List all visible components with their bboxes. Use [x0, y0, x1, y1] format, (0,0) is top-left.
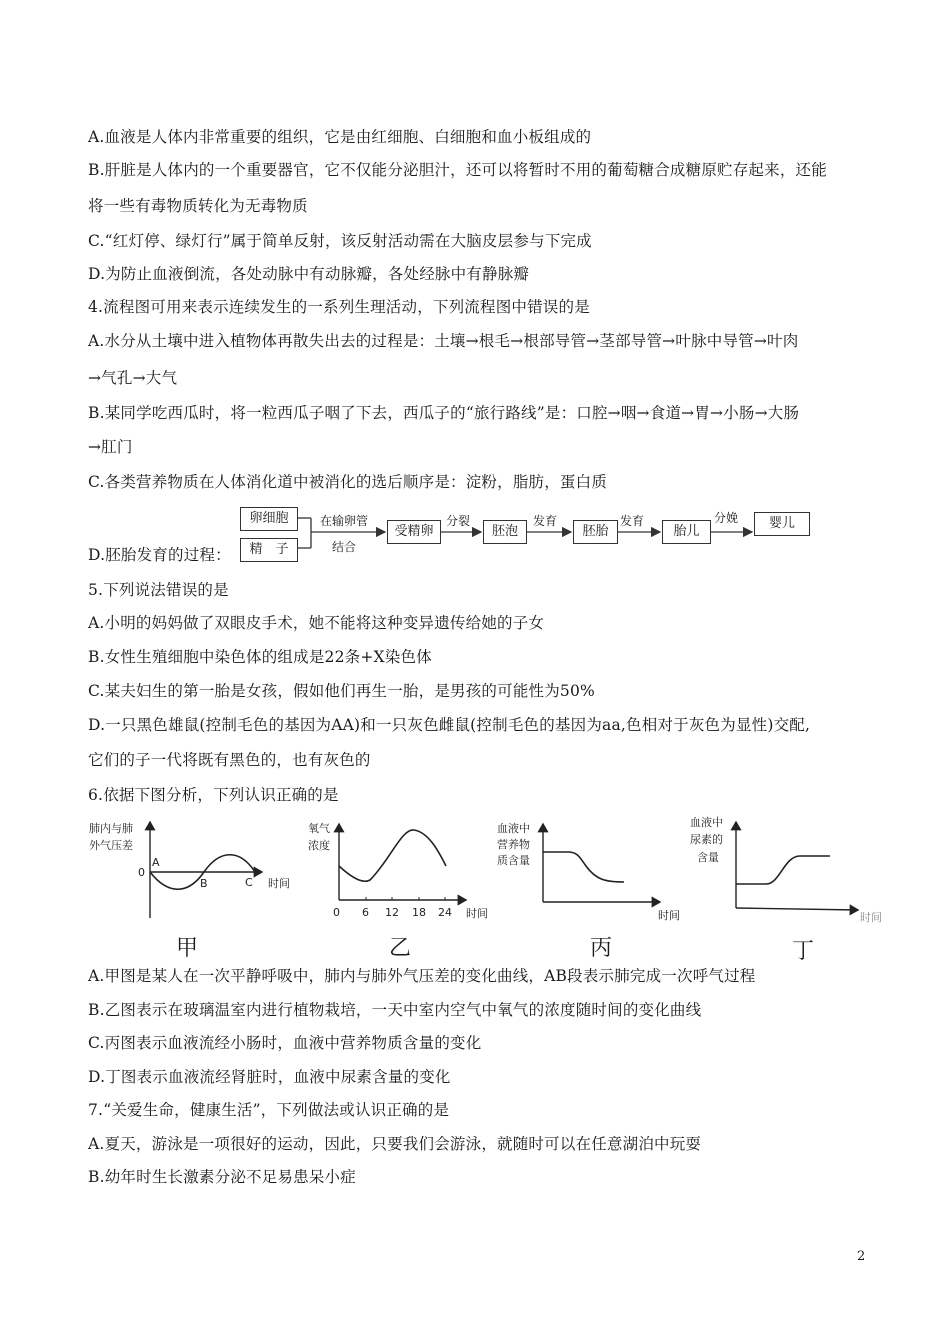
option-3c: C.“红灯停、绿灯行”属于简单反射，该反射活动需在大脑皮层参与下完成 — [88, 232, 592, 250]
option-6a: A.甲图是某人在一次平静呼吸中，肺内与肺外气压差的变化曲线，AB段表示肺完成一次呼气过程 — [88, 967, 756, 985]
option-5d-cont: 它们的子一代将既有黑色的，也有灰色的 — [88, 751, 371, 769]
flow-label-birth: 分娩 — [714, 511, 739, 525]
option-6c: C.丙图表示血液流经小肠时，血液中营养物质含量的变化 — [88, 1034, 482, 1052]
bing-ylabel-3: 质含量 — [497, 854, 530, 867]
graph-bing — [497, 821, 680, 922]
jia-point-c: C — [245, 876, 253, 889]
option-4d: D.胚胎发育的过程： — [88, 546, 231, 564]
flow-box-egg: 卵细胞 — [240, 507, 298, 531]
flow-label-divide: 分裂 — [446, 514, 471, 528]
ding-ylabel-3: 含量 — [697, 851, 719, 864]
yi-ylabel-1: 氧气 — [308, 822, 330, 835]
graph-jia — [89, 821, 290, 918]
yi-tick-label-24: 24 — [438, 906, 452, 919]
option-4b: B.某同学吃西瓜时，将一粒西瓜子咽了下去，西瓜子的“旅行路线”是：口腔→咽→食道→胃→小肠→大肠 — [88, 404, 800, 422]
ding-x-axis — [736, 908, 858, 910]
ding-ylabel-2: 尿素的 — [690, 833, 723, 846]
yi-xlabel: 时间 — [466, 907, 488, 920]
caption-bing: 丙 — [590, 936, 613, 961]
option-6d: D.丁图表示血液流经肾脏时，血液中尿素含量的变化 — [88, 1068, 451, 1086]
flow-box-blastocyst: 胚泡 — [483, 520, 527, 544]
ding-curve — [736, 856, 830, 884]
flow-label-develop-2: 发育 — [620, 514, 645, 528]
yi-tick-label-6: 6 — [362, 906, 369, 919]
caption-yi: 乙 — [389, 936, 412, 961]
flow-box-sperm: 精 子 — [240, 538, 298, 562]
option-6b: B.乙图表示在玻璃温室内进行植物栽培，一天中室内空气中氧气的浓度随时间的变化曲线 — [88, 1001, 702, 1019]
yi-curve — [339, 830, 446, 881]
jia-ylabel-2: 外气压差 — [89, 839, 133, 852]
caption-jia: 甲 — [176, 936, 199, 961]
yi-tick-label-0: 0 — [333, 906, 340, 919]
flow-box-fetus: 胎儿 — [662, 520, 711, 544]
option-3d: D.为防止血液倒流，各处动脉中有动脉瓣，各处经脉中有静脉瓣 — [88, 265, 530, 283]
option-4c: C.各类营养物质在人体消化道中被消化的选后顺序是：淀粉，脂肪，蛋白质 — [88, 473, 608, 491]
ding-xlabel: 时间 — [860, 911, 882, 924]
option-5c: C.某夫妇生的第一胎是女孩，假如他们再生一胎，是男孩的可能性为50% — [88, 682, 595, 700]
ding-ylabel-1: 血液中 — [690, 816, 723, 829]
option-7b: B.幼年时生长激素分泌不足易患呆小症 — [88, 1168, 356, 1186]
flow-box-embryo: 胚胎 — [573, 520, 618, 544]
option-4a-cont: →气孔→大气 — [88, 369, 178, 387]
option-3a: A.血液是人体内非常重要的组织，它是由红细胞、白细胞和血小板组成的 — [88, 128, 592, 146]
yi-tick-label-12: 12 — [385, 906, 399, 919]
option-3b: B.肝脏是人体内的一个重要器官，它不仅能分泌胆汁，还可以将暂时不用的葡萄糖合成糖原贮存起来，还能 — [88, 161, 827, 179]
bing-curve — [543, 852, 624, 882]
jia-ylabel-1: 肺内与肺 — [89, 822, 133, 835]
bing-ylabel-1: 血液中 — [497, 822, 530, 835]
graph-yi — [308, 821, 488, 920]
bing-xlabel: 时间 — [658, 909, 680, 922]
caption-ding: 丁 — [792, 939, 815, 964]
question-4: 4.流程图可用来表示连续发生的一系列生理活动，下列流程图中错误的是 — [88, 298, 590, 316]
page-number: 2 — [857, 1249, 866, 1264]
question-7: 7.“关爱生命，健康生活”，下列做法或认识正确的是 — [88, 1101, 450, 1119]
flow-box-baby: 婴儿 — [754, 512, 810, 536]
flow-label-combine: 结合 — [332, 540, 357, 554]
option-5d: D.一只黑色雄鼠(控制毛色的基因为AA)和一只灰色雌鼠(控制毛色的基因为aa,色相对于灰色为显性)交配, — [88, 716, 811, 734]
option-3b-cont: 将一些有毒物质转化为无毒物质 — [88, 197, 308, 215]
jia-origin: 0 — [138, 866, 145, 879]
option-7a: A.夏天，游泳是一项很好的运动，因此，只要我们会游泳，就随时可以在任意湖泊中玩耍 — [88, 1135, 702, 1153]
yi-ylabel-2: 浓度 — [308, 839, 330, 852]
option-4a: A.水分从土壤中进入植物体再散失出去的过程是：土壤→根毛→根部导管→茎部导管→叶脉中导管→叶肉 — [88, 332, 799, 350]
option-5b: B.女性生殖细胞中染色体的组成是22条+X染色体 — [88, 648, 432, 666]
question-5: 5.下列说法错误的是 — [88, 581, 229, 599]
jia-point-b: B — [200, 877, 208, 890]
option-5a: A.小明的妈妈做了双眼皮手术，她不能将这种变异遗传给她的子女 — [88, 614, 545, 632]
yi-tick-label-18: 18 — [412, 906, 426, 919]
flow-label-oviduct: 在输卵管 — [320, 514, 369, 528]
graph-ding — [690, 815, 882, 924]
bing-ylabel-2: 营养物 — [497, 838, 530, 851]
question-6: 6.依据下图分析，下列认识正确的是 — [88, 786, 339, 804]
flow-label-develop-1: 发育 — [533, 514, 558, 528]
jia-xlabel: 时间 — [268, 877, 290, 890]
option-4b-cont: →肛门 — [88, 438, 133, 456]
flow-box-zygote: 受精卵 — [387, 520, 441, 544]
jia-point-a: A — [152, 856, 160, 869]
